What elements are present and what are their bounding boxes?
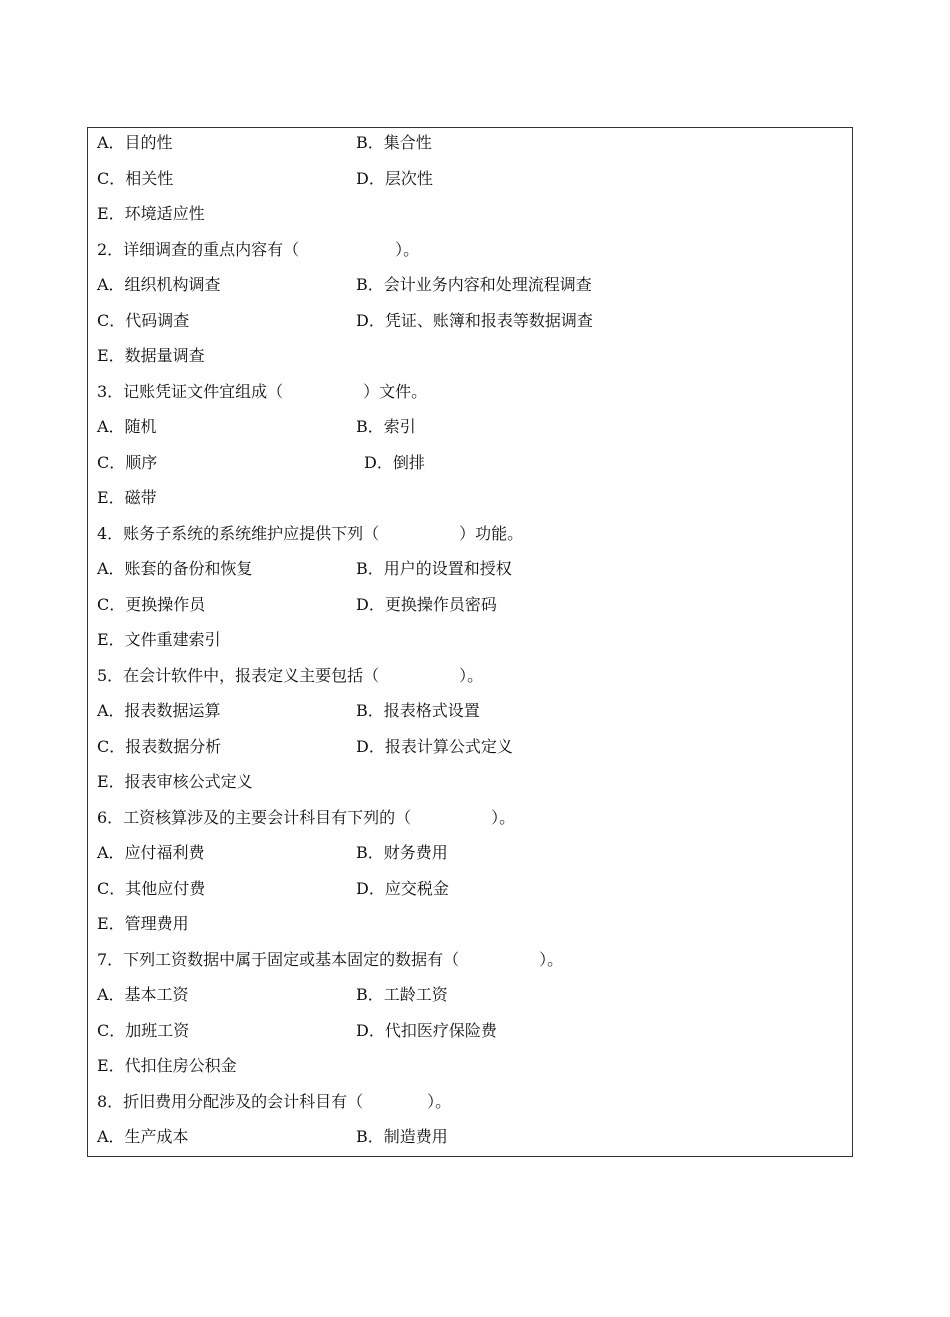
question-list (97, 128, 852, 1158)
option-left: C．相关性 (97, 168, 174, 188)
question-text: 2．详细调查的重点内容有（ ）。 (97, 239, 420, 259)
option-right: D．倒排 (364, 452, 425, 472)
question-text: 7．下列工资数据中属于固定或基本固定的数据有（ ）。 (97, 949, 564, 969)
option-right: B．财务费用 (356, 843, 448, 862)
option-row (97, 909, 852, 945)
question-stem (97, 519, 852, 555)
option-right: B．工龄工资 (356, 985, 448, 1004)
option-left: A．生产成本 (97, 1127, 189, 1146)
option-row (97, 306, 852, 342)
question-stem (97, 377, 852, 413)
option-left: C．加班工资 (97, 1020, 190, 1040)
option-right: B．索引 (356, 417, 416, 436)
question-stem (97, 803, 852, 839)
option-left: C．其他应付费 (97, 878, 206, 898)
option-row (97, 199, 852, 235)
option-left: A．组织机构调查 (97, 275, 221, 294)
option-row (97, 838, 852, 874)
option-row (97, 128, 852, 164)
option-left: C．顺序 (97, 452, 158, 472)
option-row (97, 625, 852, 661)
option-right: B．用户的设置和授权 (356, 559, 512, 578)
question-text: 4．账务子系统的系统维护应提供下列（ ）功能。 (97, 523, 524, 543)
question-stem (97, 945, 852, 981)
option-left: A．账套的备份和恢复 (97, 559, 253, 578)
option-row (97, 412, 852, 448)
question-text: 6．工资核算涉及的主要会计科目有下列的（ ）。 (97, 807, 516, 827)
option-row (97, 1016, 852, 1052)
option-single: E．环境适应性 (97, 204, 205, 223)
option-right: B．会计业务内容和处理流程调查 (356, 275, 592, 294)
option-single: E．代扣住房公积金 (97, 1056, 237, 1075)
option-row (97, 1122, 852, 1158)
option-left: A．报表数据运算 (97, 701, 221, 720)
option-row (97, 696, 852, 732)
question-text: 3．记账凭证文件宜组成（ ）文件。 (97, 381, 428, 401)
question-text: 8．折旧费用分配涉及的会计科目有（ ）。 (97, 1091, 452, 1111)
option-left: A．应付福利费 (97, 843, 205, 862)
option-left: C．更换操作员 (97, 594, 206, 614)
option-left: A．随机 (97, 417, 157, 436)
option-single: E．数据量调查 (97, 346, 205, 365)
option-right: D．层次性 (356, 168, 433, 188)
question-stem (97, 235, 852, 271)
option-row (97, 341, 852, 377)
option-row (97, 980, 852, 1016)
option-single: E．磁带 (97, 488, 157, 507)
option-left: C．代码调查 (97, 310, 190, 330)
option-left: C．报表数据分析 (97, 736, 222, 756)
option-left: A．基本工资 (97, 985, 189, 1004)
option-row (97, 732, 852, 768)
question-stem (97, 661, 852, 697)
option-right: B．集合性 (356, 133, 432, 152)
option-single: E．报表审核公式定义 (97, 772, 253, 791)
option-right: B．制造费用 (356, 1127, 448, 1146)
option-right: D．应交税金 (356, 878, 449, 898)
option-right: D．代扣医疗保险费 (356, 1020, 497, 1040)
option-row (97, 164, 852, 200)
option-row (97, 483, 852, 519)
option-single: E．管理费用 (97, 914, 189, 933)
option-left: A．目的性 (97, 133, 173, 152)
option-right: B．报表格式设置 (356, 701, 480, 720)
question-text: 5．在会计软件中，报表定义主要包括（ ）。 (97, 665, 484, 685)
question-stem (97, 1087, 852, 1123)
option-row (97, 448, 852, 484)
option-row (97, 554, 852, 590)
option-right: D．凭证、账簿和报表等数据调查 (356, 310, 593, 330)
option-row (97, 1051, 852, 1087)
option-row (97, 270, 852, 306)
option-row (97, 874, 852, 910)
option-single: E．文件重建索引 (97, 630, 221, 649)
option-row (97, 590, 852, 626)
option-right: D．报表计算公式定义 (356, 736, 513, 756)
question-box (87, 127, 853, 1157)
option-right: D．更换操作员密码 (356, 594, 497, 614)
option-row (97, 767, 852, 803)
